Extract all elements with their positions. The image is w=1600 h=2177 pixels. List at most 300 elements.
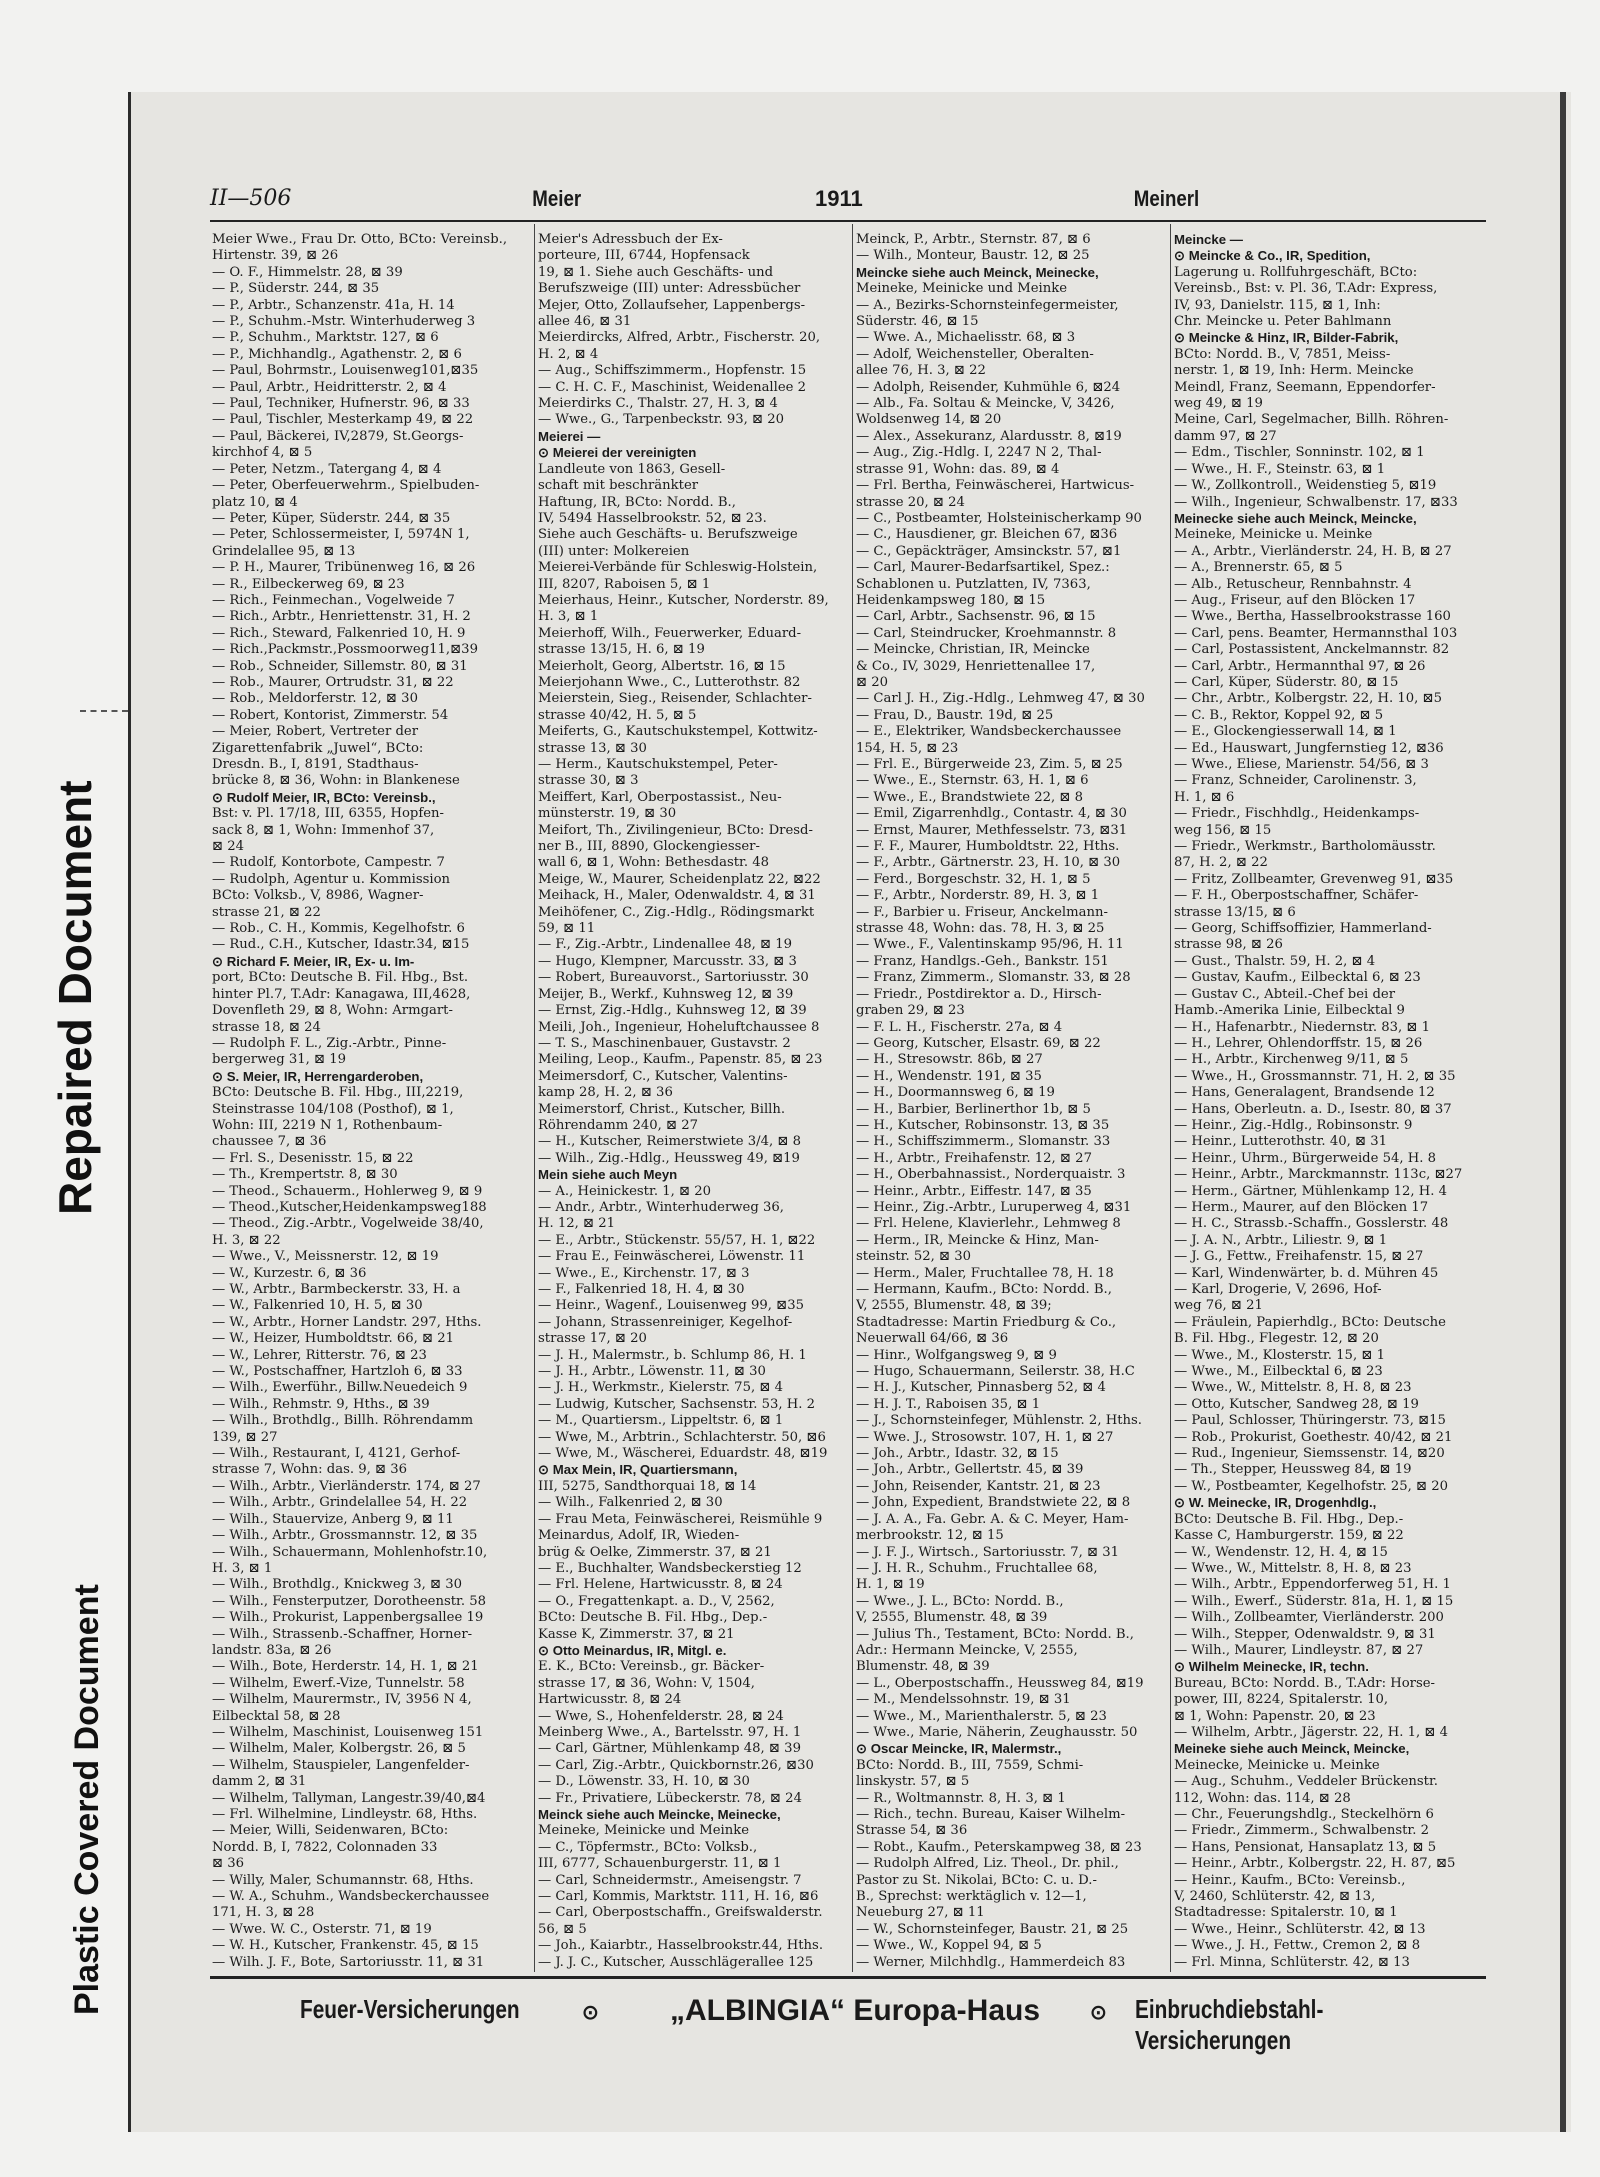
directory-entry-line: — Fritz, Zollbeamter, Grevenweg 91, ⊠35 <box>1174 871 1454 887</box>
directory-entry-line: Stadtadresse: Martin Friedburg & Co., <box>856 1314 1117 1330</box>
directory-entry-line: Eilbecktal 58, ⊠ 28 <box>212 1708 341 1724</box>
directory-entry-line: power, III, 8224, Spitalerstr. 10, <box>1174 1692 1389 1708</box>
first-entry-word: Meier <box>532 186 582 211</box>
directory-entry-line: — Friedr., Werkmstr., Bartholomäusstr. <box>1174 839 1436 855</box>
directory-entry-line: 139, ⊠ 27 <box>212 1429 278 1445</box>
directory-entry-line: — C., Postbeamter, Holsteinischerkamp 90 <box>856 510 1142 526</box>
directory-entry-line: — A., Brennerstr. 65, ⊠ 5 <box>1174 560 1343 576</box>
directory-entry-line: — Carl, Schneidermstr., Ameisengstr. 7 <box>538 1872 802 1888</box>
directory-entry-line: — P., Michhandlg., Agathenstr. 2, ⊠ 6 <box>212 346 462 362</box>
directory-entry-line: — Carl, Maurer-Bedarfsartikel, Spez.: <box>856 560 1110 576</box>
directory-entry-line: damm 2, ⊠ 31 <box>212 1774 307 1790</box>
directory-entry-line: — Heinr., Wagenf., Louisenweg 99, ⊠35 <box>538 1298 805 1314</box>
directory-entry-line: — E., Glockengiesserwall 14, ⊠ 1 <box>1174 724 1397 740</box>
directory-entry-line: — Ernst, Zig.-Hdlg., Kuhnsweg 12, ⊠ 39 <box>538 1003 807 1019</box>
directory-entry-line: H. 2, ⊠ 4 <box>538 346 599 362</box>
directory-entry-line: Meierei-Verbände für Schleswig-Holstein, <box>538 560 818 576</box>
year: 1911 <box>815 186 863 211</box>
directory-entry-line: — C., Töpfermstr., BCto: Volksb., <box>538 1839 758 1855</box>
directory-entry-line: 56, ⊠ 5 <box>538 1921 587 1937</box>
directory-entry-line: — Frau E., Feinwäscherei, Löwenstr. 11 <box>538 1249 806 1265</box>
directory-entry-line: ⊙ Rudolf Meier, IR, BCto: Vereinsb., <box>212 789 436 805</box>
directory-entry-line: ⊙ Meierei der vereinigten <box>538 445 697 461</box>
directory-entry-line: 87, H. 2, ⊠ 22 <box>1174 855 1268 871</box>
directory-entry-line: BCto: Deutsche B. Fil. Hbg., Dep.- <box>1174 1511 1404 1527</box>
directory-entry-line <box>1174 1971 1484 1972</box>
directory-entry-line: ⊙ Meincke & Co., IR, Spedition, <box>1174 248 1371 264</box>
directory-entry-line: — Robt., Kaufm., Peterskampweg 38, ⊠ 23 <box>856 1839 1142 1855</box>
directory-entry-line: — Hinr., Wolfgangsweg 9, ⊠ 9 <box>856 1347 1057 1363</box>
directory-entry-line: — Hans, Pensionat, Hansaplatz 13, ⊠ 5 <box>1174 1839 1437 1855</box>
directory-entry-line: — F. L. H., Fischerstr. 27a, ⊠ 4 <box>856 1019 1063 1035</box>
directory-entry-line: III, 6777, Schauenburgerstr. 11, ⊠ 1 <box>538 1856 782 1872</box>
directory-entry-line: — Werner, Milchhdlg., Hammerdeich 83 <box>856 1954 1126 1970</box>
directory-entry-line: — W., Arbtr., Barmbeckerstr. 33, H. a <box>212 1282 461 1297</box>
directory-entry-line: — P., Arbtr., Schanzenstr. 41a, H. 14 <box>212 297 455 313</box>
directory-entry-line: — Hans, Generalagent, Brandsende 12 <box>1174 1085 1435 1101</box>
column-divider <box>534 224 535 1972</box>
directory-entry-line <box>856 1971 1166 1972</box>
directory-entry-line: 19, ⊠ 1. Siehe auch Geschäfts- und <box>538 264 774 280</box>
directory-entry-line: Wohn: III, 2219 N 1, Rothenbaum- <box>212 1117 443 1133</box>
directory-entry-line: — Fräulein, Papierhdlg., BCto: Deutsche <box>1174 1314 1446 1330</box>
directory-entry-line: — Wilhelm, Tallyman, Langestr.39/40,⊠4 <box>212 1790 486 1806</box>
directory-entry-line: — Wilhelm, Maurermstr., IV, 3956 N 4, <box>212 1692 472 1708</box>
directory-entry-line: ⊠ 36 <box>212 1856 245 1872</box>
directory-entry-line: — Frl. Minna, Schlüterstr. 42, ⊠ 13 <box>1174 1954 1410 1970</box>
directory-entry-line: — Heinr., Zig.-Hdlg., Robinsonstr. 9 <box>1174 1117 1413 1133</box>
directory-entry-line: — Joh., Arbtr., Idastr. 32, ⊠ 15 <box>856 1446 1059 1462</box>
directory-entry-line: — Adolf, Weichensteller, Oberalten- <box>856 346 1094 362</box>
directory-entry-line: — Rob., Schneider, Sillemstr. 80, ⊠ 31 <box>212 658 468 674</box>
directory-entry-line: — Carl, Steindrucker, Kroehmannstr. 8 <box>856 625 1117 641</box>
directory-entry-line: — Wwe., M., Klosterstr. 15, ⊠ 1 <box>1174 1347 1385 1363</box>
directory-entry-line: — F., Arbtr., Norderstr. 89, H. 3, ⊠ 1 <box>856 888 1100 904</box>
directory-entry-line: strasse 18, ⊠ 24 <box>212 1019 321 1035</box>
directory-entry-line: Meincke siehe auch Meinck, Meinecke, <box>856 264 1099 280</box>
directory-entry-line: Neueburg 27, ⊠ 11 <box>856 1905 985 1921</box>
directory-entry-line: — Robert, Bureauvorst., Sartoriusstr. 30 <box>538 970 809 986</box>
directory-entry-line: Meifort, Th., Zivilingenieur, BCto: Dresd- <box>538 822 813 838</box>
directory-entry-line: — W., Wendenstr. 12, H. 4, ⊠ 15 <box>1174 1544 1388 1560</box>
directory-entry-line: — Theod., Zig.-Arbtr., Vogelweide 38/40, <box>212 1216 484 1232</box>
directory-entry-line: — J. H., Werkmstr., Kielerstr. 75, ⊠ 4 <box>538 1380 783 1396</box>
directory-entry-line: III, 5275, Sandthorquai 18, ⊠ 14 <box>538 1478 757 1494</box>
directory-entry-line: — Ferd., Borgeschstr. 32, H. 1, ⊠ 5 <box>856 871 1091 887</box>
directory-entry-line: 59, ⊠ 11 <box>538 921 596 937</box>
directory-entry-line: — Wwe., Heinr., Schlüterstr. 42, ⊠ 13 <box>1174 1921 1426 1937</box>
directory-entry-line: — Rich., Feinmechan., Vogelweide 7 <box>212 592 455 608</box>
directory-entry-line: — Hans, Oberleutn. a. D., Isestr. 80, ⊠ 37 <box>1174 1101 1452 1117</box>
directory-entry-line: — Wilh., Arbtr., Grossmannstr. 12, ⊠ 35 <box>212 1528 478 1544</box>
footer-middle-text: „ALBINGIA“ Europa-Haus <box>670 1994 1041 2027</box>
directory-entry-line: BCto: Deutsche B. Fil. Hbg., III,2219, <box>212 1085 464 1101</box>
directory-entry-line: — Hugo, Schauermann, Seilerstr. 38, H.C <box>856 1364 1135 1380</box>
directory-entry-line: weg 49, ⊠ 19 <box>1174 396 1263 412</box>
directory-entry-line: — W., Postschaffner, Hartzloh 6, ⊠ 33 <box>212 1364 463 1380</box>
directory-column-4 <box>1174 232 1484 1972</box>
directory-entry-line: — Wwe., Bertha, Hasselbrookstrasse 160 <box>1174 609 1451 625</box>
directory-entry-line: — J. H., Malermstr., b. Schlump 86, H. 1 <box>538 1347 807 1363</box>
directory-entry-line: Süderstr. 46, ⊠ 15 <box>856 314 979 330</box>
directory-entry-line: sack 8, ⊠ 1, Wohn: Immenhof 37, <box>212 822 435 838</box>
directory-entry-line: — Aug., Friseur, auf den Blöcken 17 <box>1174 592 1416 608</box>
directory-entry-line: strasse 48, Wohn: das. 78, H. 3, ⊠ 25 <box>856 921 1105 937</box>
directory-entry-line: — Alex., Assekuranz, Alardusstr. 8, ⊠19 <box>856 428 1122 444</box>
directory-entry-line: — Carl, Küper, Süderstr. 80, ⊠ 15 <box>1174 674 1399 690</box>
directory-entry-line: nerstr. 1, ⊠ 19, Inh: Herm. Meincke <box>1174 363 1414 379</box>
directory-entry-line: — Rich.,Packmstr.,Possmoorweg11,⊠39 <box>212 642 478 658</box>
directory-entry-line: — Aug., Schiffszimmerm., Hopfenstr. 15 <box>538 363 807 379</box>
column-divider <box>1170 224 1171 1972</box>
directory-entry-line: Meineke, Meinicke und Meinke <box>538 1823 750 1839</box>
directory-entry-line: — Herm., Gärtner, Mühlenkamp 12, H. 4 <box>1174 1183 1448 1199</box>
directory-entry-line: — Wwe, M., Wäscherei, Eduardstr. 48, ⊠19 <box>538 1446 828 1462</box>
header-rule <box>210 220 1486 222</box>
directory-entry-line: — Rob., Prokurist, Goethestr. 40/42, ⊠ 21 <box>1174 1429 1453 1445</box>
directory-entry-line: (III) unter: Molkereien <box>538 543 690 559</box>
directory-entry-line: — O. F., Himmelstr. 28, ⊠ 39 <box>212 264 403 280</box>
directory-entry-line: — F. F., Maurer, Humboldtstr. 22, Hths. <box>856 839 1120 855</box>
directory-entry-line: ⊙ S. Meier, IR, Herrengarderoben, <box>212 1068 424 1084</box>
directory-entry-line: — Wwe., Marie, Näherin, Zeughausstr. 50 <box>856 1724 1138 1740</box>
directory-entry-line: — Wwe., E., Brandstwiete 22, ⊠ 8 <box>856 789 1084 805</box>
directory-entry-line: — Wilh., Ewerf., Süderstr. 81a, H. 1, ⊠ 15 <box>1174 1593 1454 1609</box>
directory-entry-line: — Herm., Kautschukstempel, Peter- <box>538 757 778 772</box>
repaired-document-label: Repaired Document <box>49 780 101 1215</box>
directory-entry-line: damm 97, ⊠ 27 <box>1174 428 1277 444</box>
directory-entry-line: ⊙ Oscar Meincke, IR, Malermstr., <box>856 1741 1062 1757</box>
directory-entry-line: — Georg, Kutscher, Elsastr. 69, ⊠ 22 <box>856 1035 1101 1051</box>
directory-entry-line: Meier's Adressbuch der Ex- <box>538 232 723 247</box>
directory-entry-line: — Robert, Kontorist, Zimmerstr. 54 <box>212 707 449 723</box>
directory-entry-line: Grindelallee 95, ⊠ 13 <box>212 543 356 559</box>
directory-entry-line: Meierdirks C., Thalstr. 27, H. 3, ⊠ 4 <box>538 396 778 412</box>
plastic-covered-label: Plastic Covered Document <box>68 1584 106 2015</box>
directory-entry-line: Meierholt, Georg, Albertstr. 16, ⊠ 15 <box>538 658 786 674</box>
directory-entry-line: strasse 91, Wohn: das. 89, ⊠ 4 <box>856 461 1060 477</box>
directory-entry-line: — H., Hafenarbtr., Niedernstr. 83, ⊠ 1 <box>1174 1019 1431 1035</box>
directory-entry-line: — Wilh., Strassenb.-Schaffner, Horner- <box>212 1626 473 1642</box>
directory-entry-line: — Johann, Strassenreiniger, Kegelhof- <box>538 1314 793 1330</box>
directory-entry-line: Meinck siehe auch Meincke, Meinecke, <box>538 1807 781 1822</box>
directory-entry-line: — Ludwig, Kutscher, Sachsenstr. 53, H. 2 <box>538 1396 816 1412</box>
directory-entry-line: allee 46, ⊠ 31 <box>538 314 632 330</box>
directory-entry-line: — F., Arbtr., Gärtnerstr. 23, H. 10, ⊠ 30 <box>856 855 1121 871</box>
directory-entry-line: — Heinr., Arbtr., Eiffestr. 147, ⊠ 35 <box>856 1183 1092 1199</box>
directory-entry-line: — Aug., Zig.-Hdlg. I, 2247 N 2, Thal- <box>856 445 1102 461</box>
directory-entry-line: chaussee 7, ⊠ 36 <box>212 1134 327 1150</box>
directory-entry-line: — Karl, Drogerie, V, 2696, Hof- <box>1174 1282 1382 1297</box>
directory-entry-line: — E., Arbtr., Stückenstr. 55/57, H. 1, ⊠22 <box>538 1232 816 1248</box>
directory-entry-line: — Paul, Techniker, Hufnerstr. 96, ⊠ 33 <box>212 396 470 412</box>
directory-entry-line: Meierhaus, Heinr., Kutscher, Norderstr. 89, <box>538 592 829 608</box>
directory-entry-line: — Peter, Schlossermeister, I, 5974N 1, <box>212 527 470 543</box>
directory-entry-line: strasse 40/42, H. 5, ⊠ 5 <box>538 707 697 723</box>
directory-entry-line: Kasse K, Zimmerstr. 37, ⊠ 21 <box>538 1626 735 1642</box>
directory-entry-line: — L., Oberpostschaffn., Heussweg 84, ⊠19 <box>856 1675 1144 1691</box>
directory-entry-line: — Friedr., Postdirektor a. D., Hirsch- <box>856 986 1102 1002</box>
directory-entry-line: — H., Kutscher, Robinsonstr. 13, ⊠ 35 <box>856 1117 1110 1133</box>
directory-entry-line: — Heinr., Uhrm., Bürgerweide 54, H. 8 <box>1174 1150 1437 1166</box>
directory-entry-line: Meine, Carl, Segelmacher, Billh. Röhren- <box>1174 412 1449 428</box>
directory-entry-line: — T. S., Maschinenbauer, Gustavstr. 2 <box>538 1035 791 1051</box>
directory-entry-line: brücke 8, ⊠ 36, Wohn: in Blankenese <box>212 773 460 789</box>
directory-entry-line: Meiferts, G., Kautschukstempel, Kottwitz- <box>538 724 818 740</box>
directory-entry-line: Meineke siehe auch Meinck, Meincke, <box>1174 1741 1410 1757</box>
directory-entry-line: — Wilh., Prokurist, Lappenbergsallee 19 <box>212 1610 484 1626</box>
directory-entry-line: — John, Reisender, Kantstr. 21, ⊠ 23 <box>856 1478 1101 1494</box>
page-edge <box>1560 92 1566 2132</box>
directory-entry-line <box>212 1971 522 1972</box>
directory-entry-line: Meineke, Meinicke u. Meinke <box>1174 527 1373 543</box>
directory-entry-line: — W. A., Schuhm., Wandsbeckerchaussee <box>212 1889 490 1905</box>
directory-entry-line: — Carl, Kommis, Marktstr. 111, H. 16, ⊠6 <box>538 1889 819 1905</box>
directory-entry-line: — Frl. Helene, Klavierlehr., Lehmweg 8 <box>856 1216 1121 1232</box>
directory-entry-line: V, 2460, Schlüterstr. 42, ⊠ 13, <box>1174 1889 1376 1905</box>
directory-entry-line: Meinecke siehe auch Meinck, Meincke, <box>1174 510 1417 526</box>
directory-entry-line: — Th., Stepper, Heussweg 84, ⊠ 19 <box>1174 1462 1412 1478</box>
directory-entry-line: Meihöfener, C., Zig.-Hdlg., Rödingsmarkt <box>538 904 815 920</box>
directory-entry-line: — Rud., C.H., Kutscher, Idastr.34, ⊠15 <box>212 937 470 953</box>
directory-entry-line: — H., Schiffszimmerm., Slomanstr. 33 <box>856 1134 1111 1150</box>
directory-entry-line: Meiling, Leop., Kaufm., Papenstr. 85, ⊠ 23 <box>538 1052 823 1068</box>
directory-entry-line: — Wilh., Bote, Herderstr. 14, H. 1, ⊠ 21 <box>212 1659 479 1675</box>
directory-entry-line: V, 2555, Blumenstr. 48, ⊠ 39; <box>856 1298 1052 1314</box>
directory-entry-line: — Gustav, Kaufm., Eilbecktal 6, ⊠ 23 <box>1174 970 1421 986</box>
directory-entry-line: — Chr., Arbtr., Kolbergstr. 22, H. 10, ⊠5 <box>1174 691 1442 707</box>
directory-entry-line: kamp 28, H. 2, ⊠ 36 <box>538 1085 673 1101</box>
directory-entry-line: porteure, III, 6744, Hopfensack <box>538 248 750 264</box>
directory-entry-line: — H., Arbtr., Kirchenweg 9/11, ⊠ 5 <box>1174 1052 1409 1068</box>
directory-entry-line: IV, 5494 Hasselbrookstr. 52, ⊠ 23. <box>538 510 767 526</box>
directory-entry-line: — Alb., Fa. Soltau & Meincke, V, 3426, <box>856 396 1115 412</box>
directory-entry-line: — F., Falkenried 18, H. 4, ⊠ 30 <box>538 1282 745 1297</box>
directory-entry-line: — H., Kutscher, Reimerstwiete 3/4, ⊠ 8 <box>538 1134 801 1150</box>
directory-entry-line: merbrookstr. 12, ⊠ 15 <box>856 1528 1004 1544</box>
directory-entry-line: strasse 13/15, H. 6, ⊠ 19 <box>538 642 705 658</box>
directory-entry-line: — Wilhelm, Ewerf.-Vize, Tunnelstr. 58 <box>212 1675 465 1691</box>
footer-rule <box>210 1976 1486 1979</box>
directory-entry-line: Bureau, BCto: Nordd. B., T.Adr: Horse- <box>1174 1675 1435 1691</box>
directory-entry-line: — Theod., Schauerm., Hohlerweg 9, ⊠ 9 <box>212 1183 483 1199</box>
directory-entry-line: — O., Fregattenkapt. a. D., V, 2562, <box>538 1593 775 1609</box>
directory-entry-line: — Rob., C. H., Kommis, Kegelhofstr. 6 <box>212 921 465 937</box>
directory-entry-line: Meinecke, Meinicke u. Meinke <box>1174 1757 1380 1773</box>
directory-entry-line: — Carl, Arbtr., Hermannthal 97, ⊠ 26 <box>1174 658 1426 674</box>
directory-entry-line: schaft mit beschränkter <box>538 478 699 494</box>
directory-entry-line: weg 156, ⊠ 15 <box>1174 822 1272 838</box>
directory-entry-line: Meierdircks, Alfred, Arbtr., Fischerstr. 20, <box>538 330 821 346</box>
directory-entry-line: Kasse C, Hamburgerstr. 159, ⊠ 22 <box>1174 1528 1404 1544</box>
directory-entry-line: — Rudolph Alfred, Liz. Theol., Dr. phil., <box>856 1856 1119 1872</box>
directory-entry-line: ner B., III, 8890, Glockengiesser- <box>538 839 760 855</box>
directory-entry-line: BCto: Deutsche B. Fil. Hbg., Dep.- <box>538 1610 768 1626</box>
directory-entry-line: — Wilh., Zollbeamter, Vierländerstr. 200 <box>1174 1610 1444 1626</box>
directory-entry-line: Mein siehe auch Meyn <box>538 1167 678 1183</box>
directory-entry-line: — Hermann, Kaufm., BCto: Nordd. B., <box>856 1282 1112 1297</box>
directory-entry-line: Meier Wwe., Frau Dr. Otto, BCto: Vereinsb., <box>212 232 508 247</box>
page-number: II—506 <box>210 186 292 211</box>
directory-entry-line: strasse 17, ⊠ 20 <box>538 1331 647 1347</box>
directory-entry-line: — Joh., Kaiarbtr., Hasselbrookstr.44, Hths. <box>538 1938 824 1954</box>
directory-entry-line: IV, 93, Danielstr. 115, ⊠ 1, Inh: <box>1174 297 1381 313</box>
directory-entry-line: Woldsenweg 14, ⊠ 20 <box>856 412 1002 428</box>
directory-entry-line: — Meier, Robert, Vertreter der <box>212 724 419 740</box>
directory-entry-line: Pastor zu St. Nikolai, BCto: C. u. D.- <box>856 1872 1097 1888</box>
directory-entry-line: — J., Schornsteinfeger, Mühlenstr. 2, Hths. <box>856 1413 1142 1429</box>
last-entry-word: Meinerl <box>1133 186 1200 211</box>
directory-entry-line: ⊙ Max Mein, IR, Quartiersmann, <box>538 1462 738 1478</box>
directory-entry-line: — Rudolph, Agentur u. Kommission <box>212 871 450 887</box>
directory-entry-line: — Karl, Windenwärter, b. d. Mühren 45 <box>1174 1265 1439 1281</box>
directory-entry-line: — Ernst, Maurer, Methfesselstr. 73, ⊠31 <box>856 822 1128 838</box>
directory-entry-line: — J. G., Fettw., Freihafenstr. 15, ⊠ 27 <box>1174 1249 1424 1265</box>
directory-entry-line: strasse 7, Wohn: das. 9, ⊠ 36 <box>212 1462 408 1478</box>
directory-entry-line: — E., Elektriker, Wandsbeckerchaussee <box>856 724 1122 740</box>
directory-entry-line: — P., Süderstr. 244, ⊠ 35 <box>212 281 380 297</box>
directory-entry-line: — Emil, Zigarrenhdlg., Contastr. 4, ⊠ 30 <box>856 806 1127 822</box>
directory-entry-line: — Carl, Zig.-Arbtr., Quickbornstr.26, ⊠30 <box>538 1757 814 1773</box>
directory-entry-line: — Franz, Zimmerm., Slomanstr. 33, ⊠ 28 <box>856 970 1131 986</box>
directory-entry-line: — Wwe., Eliese, Marienstr. 54/56, ⊠ 3 <box>1174 757 1429 772</box>
directory-entry-line: — Fr., Privatiere, Lübeckerstr. 78, ⊠ 24 <box>538 1790 802 1806</box>
directory-entry-line: — Frau Meta, Feinwäscherei, Reismühle 9 <box>538 1511 823 1527</box>
directory-entry-line: ⊙ Otto Meinardus, IR, Mitgl. e. <box>538 1642 727 1658</box>
directory-entry-line: — Peter, Netzm., Tatergang 4, ⊠ 4 <box>212 461 442 477</box>
directory-entry-line: — W., Arbtr., Horner Landstr. 297, Hths. <box>212 1314 482 1330</box>
directory-entry-line: 154, H. 5, ⊠ 23 <box>856 740 959 756</box>
directory-entry-line: graben 29, ⊠ 23 <box>856 1003 965 1019</box>
directory-entry-line: — H., Stresowstr. 86b, ⊠ 27 <box>856 1052 1043 1068</box>
directory-entry-line: kirchhof 4, ⊠ 5 <box>212 445 313 461</box>
directory-entry-line: — Meier, Willi, Seidenwaren, BCto: <box>212 1823 449 1839</box>
directory-entry-line: — Georg, Schiffsoffizier, Hammerland- <box>1174 921 1432 937</box>
directory-entry-line: — Heinr., Kaufm., BCto: Vereinsb., <box>1174 1872 1406 1888</box>
directory-entry-line: Meiffert, Karl, Oberpostassist., Neu- <box>538 789 782 805</box>
directory-entry-line: — Heinr., Arbtr., Kolbergstr. 22, H. 87, ⊠5 <box>1174 1856 1456 1872</box>
directory-entry-line: — Gustav C., Abteil.-Chef bei der <box>1174 986 1395 1002</box>
directory-entry-line: — Paul, Bäckerei, IV,2879, St.Georgs- <box>212 428 464 444</box>
directory-entry-line: H. 3, ⊠ 1 <box>212 1560 273 1576</box>
directory-entry-line: — Franz, Schneider, Carolinenstr. 3, <box>1174 773 1417 789</box>
directory-entry-line: Meinberg Wwe., A., Bartelsstr. 97, H. 1 <box>538 1724 802 1740</box>
directory-entry-line: — Wwe., J. H., Fettw., Cremon 2, ⊠ 8 <box>1174 1938 1421 1954</box>
directory-entry-line: — H., Oberbahnassist., Norderquaistr. 3 <box>856 1167 1126 1183</box>
directory-entry-line: hinter Pl.7, T.Adr: Kanagawa, III,4628, <box>212 986 471 1002</box>
directory-entry-line: weg 76, ⊠ 21 <box>1174 1298 1263 1314</box>
directory-entry-line: — Wwe. A., Michaelisstr. 68, ⊠ 3 <box>856 330 1076 346</box>
directory-entry-line: — Wilh., Brothdlg., Knickweg 3, ⊠ 30 <box>212 1577 463 1593</box>
directory-entry-line: Chr. Meincke u. Peter Bahlmann <box>1174 314 1392 330</box>
directory-entry-line: — Wwe., W., Koppel 94, ⊠ 5 <box>856 1938 1042 1954</box>
directory-entry-line: — P., Schuhm.-Mstr. Winterhuderweg 3 <box>212 314 476 330</box>
directory-entry-line: — Joh., Arbtr., Gellertstr. 45, ⊠ 39 <box>856 1462 1084 1478</box>
directory-entry-line: strasse 13, ⊠ 30 <box>538 740 647 756</box>
directory-entry-line: — Rich., Steward, Falkenried 10, H. 9 <box>212 625 466 641</box>
directory-entry-line: — W., Kurzestr. 6, ⊠ 36 <box>212 1265 367 1281</box>
directory-entry-line: Dresdn. B., I, 8191, Stadthaus- <box>212 757 419 772</box>
directory-entry-line: ⊙ Richard F. Meier, IR, Ex- u. Im- <box>212 953 415 969</box>
directory-entry-line: — J. J. C., Kutscher, Ausschlägerallee 125 <box>538 1954 814 1970</box>
directory-entry-line: — Wilh., Arbtr., Vierländerstr. 174, ⊠ 27 <box>212 1478 481 1494</box>
directory-entry-line: — Paul, Schlosser, Thüringerstr. 73, ⊠15 <box>1174 1413 1446 1429</box>
directory-entry-line: strasse 17, ⊠ 36, Wohn: V, 1504, <box>538 1675 755 1691</box>
directory-entry-line: — Willy, Maler, Schumannstr. 68, Hths. <box>212 1872 474 1888</box>
directory-entry-line: — Friedr., Fischhdlg., Heidenkamps- <box>1174 806 1420 822</box>
directory-entry-line: Meihack, H., Maler, Odenwaldstr. 4, ⊠ 31 <box>538 888 816 904</box>
directory-entry-line: Meindl, Franz, Seemann, Eppendorfer- <box>1174 379 1436 395</box>
directory-entry-line: — Wwe. W. C., Osterstr. 71, ⊠ 19 <box>212 1921 432 1937</box>
directory-entry-line: platz 10, ⊠ 4 <box>212 494 298 510</box>
directory-entry-line: — Wwe., G., Tarpenbeckstr. 93, ⊠ 20 <box>538 412 785 428</box>
directory-entry-line: — Heinr., Lutterothstr. 40, ⊠ 31 <box>1174 1134 1388 1150</box>
directory-entry-line: — Wilh., Ewerführ., Billw.Neuedeich 9 <box>212 1380 468 1396</box>
directory-entry-line: bergerweg 31, ⊠ 19 <box>212 1052 347 1068</box>
directory-entry-line: — Wwe., M., Eilbecktal 6, ⊠ 23 <box>1174 1364 1383 1380</box>
directory-entry-line: — Julius Th., Testament, BCto: Nordd. B., <box>856 1626 1134 1642</box>
directory-entry-line: — H., Barbier, Berlinerthor 1b, ⊠ 5 <box>856 1101 1091 1117</box>
directory-entry-line: Meijer, B., Werkf., Kuhnsweg 12, ⊠ 39 <box>538 986 794 1002</box>
directory-entry-line: — Peter, Küper, Süderstr. 244, ⊠ 35 <box>212 510 451 526</box>
directory-entry-line: münsterstr. 19, ⊠ 30 <box>538 806 677 822</box>
directory-entry-line: — J. F. J., Wirtsch., Sartoriusstr. 7, ⊠ 31 <box>856 1544 1120 1560</box>
directory-entry-line: allee 76, H. 3, ⊠ 22 <box>856 363 986 379</box>
directory-entry-line: — C. B., Rektor, Koppel 92, ⊠ 5 <box>1174 707 1384 723</box>
directory-column-2 <box>538 232 848 1972</box>
directory-entry-line: — Rich., Arbtr., Henriettenstr. 31, H. 2 <box>212 609 471 625</box>
directory-entry-line: — Wwe., F., Valentinskamp 95/96, H. 11 <box>856 937 1124 953</box>
advertisement-footer <box>210 1990 1486 2055</box>
directory-entry-line: Berufszweige (III) unter: Adressbücher <box>538 281 801 297</box>
directory-entry-line: 171, H. 3, ⊠ 28 <box>212 1905 315 1921</box>
directory-entry-line: Meimersdorf, C., Kutscher, Valentins- <box>538 1068 788 1084</box>
directory-entry-line: & Co., IV, 3029, Henriettenallee 17, <box>856 658 1096 674</box>
directory-entry-line: E. K., BCto: Vereinsb., gr. Bäcker- <box>538 1659 765 1675</box>
directory-entry-line: landstr. 83a, ⊠ 26 <box>212 1642 332 1658</box>
directory-entry-line: — Wilh., Schauermann, Mohlenhofstr.10, <box>212 1544 488 1560</box>
directory-entry-line: — H. J., Kutscher, Pinnasberg 52, ⊠ 4 <box>856 1380 1106 1396</box>
directory-entry-line: — Wilh., Arbtr., Eppendorferweg 51, H. 1 <box>1174 1577 1451 1593</box>
directory-entry-line: — Hugo, Klempner, Marcusstr. 33, ⊠ 3 <box>538 953 797 969</box>
directory-entry-line: brüg & Oelke, Zimmerstr. 37, ⊠ 21 <box>538 1544 772 1560</box>
directory-entry-line: Meili, Joh., Ingenieur, Hoheluftchaussee 8 <box>538 1019 820 1035</box>
directory-entry-line: — Wilh., Stauervize, Anberg 9, ⊠ 11 <box>212 1511 454 1527</box>
directory-entry-line: Steinstrasse 104/108 (Posthof), ⊠ 1, <box>212 1101 454 1117</box>
footer-separator: ⊙ <box>1090 2002 1107 2024</box>
directory-entry-line: strasse 30, ⊠ 3 <box>538 773 639 789</box>
directory-entry-line: Schablonen u. Putzlatten, IV, 7363, <box>856 576 1091 592</box>
directory-entry-line: port, BCto: Deutsche B. Fil. Hbg., Bst. <box>212 970 469 986</box>
directory-entry-line: — W., Zollkontroll., Weidenstieg 5, ⊠19 <box>1174 478 1437 494</box>
directory-entry-line: — Herm., Maurer, auf den Blöcken 17 <box>1174 1199 1429 1215</box>
directory-entry-line: — Carl, Gärtner, Mühlenkamp 48, ⊠ 39 <box>538 1741 801 1757</box>
directory-entry-line: — P. H., Maurer, Tribünenweg 16, ⊠ 26 <box>212 560 476 576</box>
directory-entry-line: linskystr. 57, ⊠ 5 <box>856 1774 970 1790</box>
directory-entry-line: — Wilh., Maurer, Lindleystr. 87, ⊠ 27 <box>1174 1642 1424 1658</box>
directory-entry-line: Meige, W., Maurer, Scheidenplatz 22, ⊠22 <box>538 871 821 887</box>
directory-entry-line: — Wilh., Zig.-Hdlg., Heussweg 49, ⊠19 <box>538 1150 800 1166</box>
directory-entry-line: — A., Arbtr., Vierländerstr. 24, H. B, ⊠ 27 <box>1174 543 1452 559</box>
directory-entry-line: Lagerung u. Rollfuhrgeschäft, BCto: <box>1174 264 1418 280</box>
directory-entry-line: — Wilh., Restaurant, I, 4121, Gerhof- <box>212 1446 461 1462</box>
directory-entry-line: — Adolph, Reisender, Kuhmühle 6, ⊠24 <box>856 379 1121 395</box>
directory-entry-line: Blumenstr. 48, ⊠ 39 <box>856 1659 990 1675</box>
directory-entry-line: — Wilhelm, Stauspieler, Langenfelder- <box>212 1757 470 1773</box>
directory-entry-line: — J. H., Arbtr., Löwenstr. 11, ⊠ 30 <box>538 1364 766 1380</box>
directory-entry-line: V, 2555, Blumenstr. 48, ⊠ 39 <box>856 1610 1048 1626</box>
directory-entry-line: — Wwe., V., Meissnerstr. 12, ⊠ 19 <box>212 1249 439 1265</box>
